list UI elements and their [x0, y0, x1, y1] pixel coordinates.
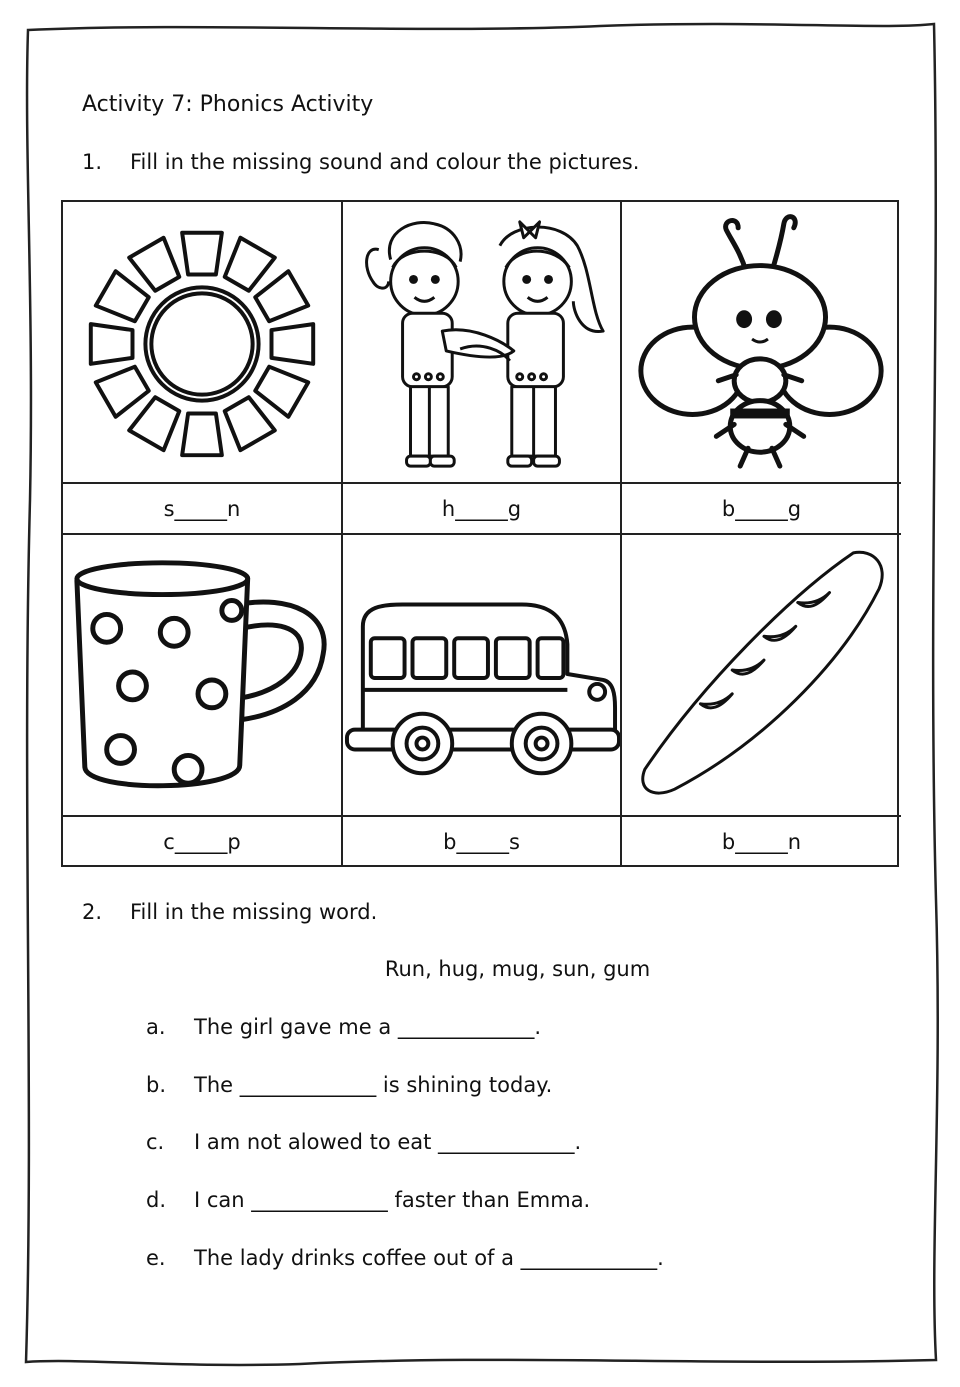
question-2-text: Fill in the missing word.: [130, 900, 378, 924]
question-1-number: 1.: [82, 150, 103, 174]
question-2-number: 2.: [82, 900, 103, 924]
picture-cell-cup: [63, 535, 343, 817]
picture-cell-bug: [622, 202, 901, 484]
picture-cell-sun: [63, 202, 343, 484]
word-label: [343, 484, 622, 535]
sentence-letter: e.: [146, 1246, 166, 1270]
sentence-text: I am not alowed to eat _____________.: [194, 1130, 582, 1154]
missing-sound-word: b_____s: [443, 830, 520, 854]
sentence-text: The _____________ is shining today.: [194, 1073, 553, 1097]
word-label: [343, 817, 622, 867]
word-bank: Run, hug, mug, sun, gum: [384, 957, 651, 981]
picture-cell-bus: [343, 535, 622, 817]
missing-sound-word: h_____g: [441, 496, 522, 521]
word-label: [63, 484, 343, 535]
sentence-letter: c.: [146, 1130, 165, 1154]
sentence-letter: b.: [146, 1073, 167, 1097]
bun-icon: [622, 535, 901, 815]
bug-icon: [622, 202, 901, 482]
missing-sound-word: c_____p: [163, 830, 241, 854]
word-label: [622, 484, 901, 535]
sun-icon: [63, 202, 341, 482]
sentence-text: The girl gave me a _____________.: [194, 1015, 542, 1039]
sentence-letter: d.: [146, 1188, 167, 1212]
missing-sound-word: s_____n: [163, 496, 241, 521]
missing-sound-word: b_____g: [721, 496, 802, 521]
sentence-text: The lady drinks coffee out of a _____________.: [194, 1246, 664, 1270]
cup-icon: [63, 535, 341, 815]
hugging-girls-icon: [343, 202, 620, 482]
sentence-text: I can _____________ faster than Emma.: [194, 1188, 591, 1212]
question-1-text: Fill in the missing sound and colour the pictures.: [130, 150, 640, 174]
picture-cell-hug: [343, 202, 622, 484]
sentence-letter: a.: [146, 1015, 166, 1039]
picture-grid: [61, 200, 899, 867]
picture-cell-bun: [622, 535, 901, 817]
bus-icon: [343, 535, 620, 815]
word-label: [63, 817, 343, 867]
word-label: [622, 817, 901, 867]
activity-title: Activity 7: Phonics Activity: [82, 92, 374, 117]
missing-sound-word: b_____n: [721, 830, 802, 854]
